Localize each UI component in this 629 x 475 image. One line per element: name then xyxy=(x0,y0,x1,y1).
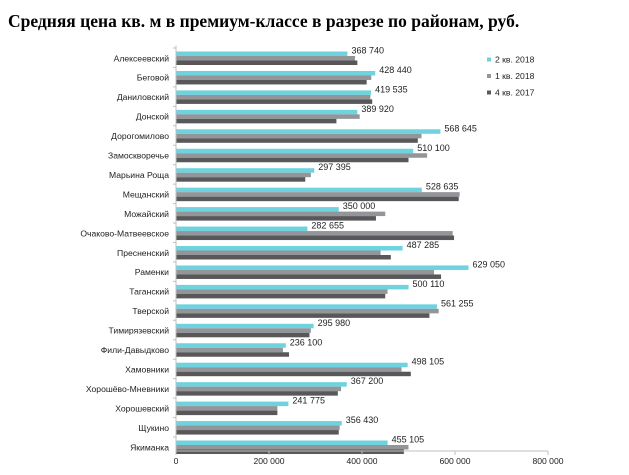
bar xyxy=(176,177,305,182)
bar xyxy=(176,426,340,431)
category-label: Фили-Давыдково xyxy=(100,345,169,355)
category-label: Щукино xyxy=(138,422,169,433)
bar xyxy=(176,168,314,173)
value-label: 350 000 xyxy=(342,201,376,212)
bar xyxy=(176,406,277,411)
bar xyxy=(176,313,429,318)
category-label: Хамовники xyxy=(125,364,169,375)
x-tick-label: 600 000 xyxy=(439,456,471,466)
bar xyxy=(176,52,347,57)
bar xyxy=(176,80,367,85)
bar xyxy=(176,246,403,251)
category-label: Беговой xyxy=(136,72,169,83)
legend-label: 1 кв. 2018 xyxy=(495,71,535,81)
legend-label: 4 кв. 2017 xyxy=(495,87,535,98)
value-label: 510 100 xyxy=(417,142,450,153)
bar xyxy=(176,294,385,299)
bar xyxy=(176,119,336,124)
category-label: Мещанский xyxy=(122,189,169,200)
bar xyxy=(176,309,439,314)
bar xyxy=(176,197,459,202)
bar xyxy=(176,363,408,368)
bar xyxy=(176,207,339,212)
bar xyxy=(176,216,376,221)
bar xyxy=(176,138,418,143)
category-label: Донской xyxy=(135,111,169,122)
category-label: Тверской xyxy=(132,306,169,317)
bar xyxy=(176,255,391,260)
bar xyxy=(176,382,347,387)
legend-swatch xyxy=(487,74,491,78)
bar xyxy=(176,158,409,163)
bar xyxy=(176,270,434,275)
bar xyxy=(176,265,469,270)
chart-title: Средняя цена кв. м в премиум-классе в разрезе по районам, руб. xyxy=(8,11,520,31)
bar xyxy=(176,402,288,407)
legend-swatch xyxy=(487,58,491,62)
value-label: 629 050 xyxy=(472,259,506,270)
value-label: 356 430 xyxy=(345,415,379,426)
value-label: 389 920 xyxy=(361,103,394,114)
value-label: 295 980 xyxy=(317,317,351,328)
value-label: 528 635 xyxy=(425,181,459,192)
x-tick-label: 200 000 xyxy=(253,456,285,466)
x-tick-label: 0 xyxy=(173,456,179,466)
x-tick-label: 400 000 xyxy=(346,456,378,466)
bar xyxy=(176,110,357,115)
bar xyxy=(176,324,314,329)
value-label: 419 535 xyxy=(375,84,408,95)
bar xyxy=(176,153,427,158)
category-label: Замоскворечье xyxy=(108,150,169,161)
value-label: 498 105 xyxy=(411,356,445,367)
bar xyxy=(176,251,381,256)
category-label: Якиманка xyxy=(130,442,169,453)
bars-layer xyxy=(176,52,469,455)
category-label: Дорогомилово xyxy=(111,131,169,142)
bar xyxy=(176,367,402,372)
bar xyxy=(176,61,357,66)
bar xyxy=(176,149,413,154)
bar xyxy=(176,192,460,197)
category-label: Алексеевский xyxy=(113,53,169,64)
x-tick-label: 800 000 xyxy=(532,456,564,466)
bar xyxy=(176,348,283,353)
bar xyxy=(176,212,385,217)
legend-label: 2 кв. 2018 xyxy=(495,54,535,65)
bar xyxy=(176,387,341,392)
bar xyxy=(176,352,289,357)
category-label: Пресненский xyxy=(117,247,169,258)
value-label: 368 740 xyxy=(351,45,385,56)
bar xyxy=(176,75,371,80)
legend xyxy=(487,55,535,98)
bar xyxy=(176,421,342,426)
bar xyxy=(176,445,409,450)
bar xyxy=(176,450,404,455)
value-label: 282 655 xyxy=(311,220,344,231)
bar xyxy=(176,134,422,139)
bar xyxy=(176,411,277,416)
bar xyxy=(176,328,311,333)
value-label: 568 645 xyxy=(444,123,477,134)
category-label: Раменки xyxy=(134,267,169,278)
bar xyxy=(176,289,388,294)
bar xyxy=(176,188,422,193)
bar xyxy=(176,227,307,232)
category-label: Таганский xyxy=(129,286,169,297)
legend-swatch xyxy=(487,91,491,95)
bar xyxy=(176,231,453,236)
bar xyxy=(176,304,437,309)
category-label: Марьина Роща xyxy=(109,169,169,180)
bar xyxy=(176,285,409,290)
bar xyxy=(176,274,441,279)
category-label: Можайский xyxy=(124,208,169,219)
value-label: 455 105 xyxy=(391,434,425,445)
bar xyxy=(176,71,375,76)
value-label: 500 110 xyxy=(412,278,445,289)
value-label: 428 440 xyxy=(379,64,412,75)
bar xyxy=(176,430,339,435)
value-label: 241 775 xyxy=(292,395,325,406)
bar xyxy=(176,99,372,104)
category-label: Тимирязевский xyxy=(108,325,169,336)
bar xyxy=(176,173,311,178)
bar xyxy=(176,56,355,61)
category-label: Даниловский xyxy=(116,92,169,103)
value-label: 367 200 xyxy=(350,376,384,387)
bar xyxy=(176,343,286,348)
bar xyxy=(176,90,371,95)
category-label: Хорошёво-Мневники xyxy=(85,383,169,394)
category-label: Очаково-Матвеевское xyxy=(80,228,169,239)
value-label: 487 285 xyxy=(406,240,440,250)
value-label: 561 255 xyxy=(440,298,474,309)
bar xyxy=(176,95,370,100)
bar xyxy=(176,441,388,446)
category-label: Хорошевский xyxy=(115,403,169,414)
bar xyxy=(176,129,440,134)
bar xyxy=(176,114,360,119)
value-label: 297 395 xyxy=(318,162,351,173)
value-label: 236 100 xyxy=(289,337,323,348)
